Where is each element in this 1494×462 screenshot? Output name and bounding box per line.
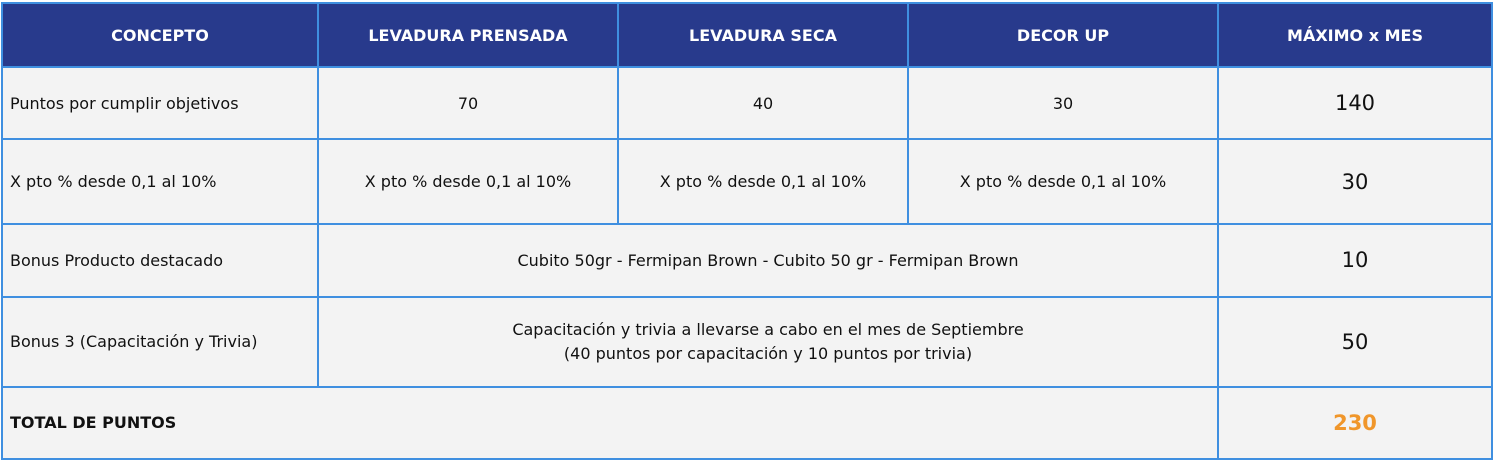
- cell-decor-up: 30: [908, 67, 1218, 139]
- row-bonus-3: [2, 297, 1492, 387]
- points-table: [1, 2, 1493, 460]
- cell-decor-up: X pto % desde 0,1 al 10%: [908, 139, 1218, 224]
- header-concepto: CONCEPTO: [2, 3, 318, 67]
- row-concept: Puntos por cumplir objetivos: [2, 67, 318, 139]
- cell-levadura-seca: X pto % desde 0,1 al 10%: [618, 139, 908, 224]
- cell-bonus-producto-detail: Cubito 50gr - Fermipan Brown - Cubito 50 gr - Fermipan Brown: [318, 224, 1218, 296]
- cell-maximo: 50: [1218, 297, 1492, 387]
- cell-levadura-prensada: X pto % desde 0,1 al 10%: [318, 139, 618, 224]
- header-levadura-seca: LEVADURA SECA: [618, 3, 908, 67]
- header-decor-up: DECOR UP: [908, 3, 1218, 67]
- row-concept: Bonus 3 (Capacitación y Trivia): [2, 297, 318, 387]
- cell-levadura-prensada: 70: [318, 67, 618, 139]
- row-total: [2, 387, 1492, 459]
- row-bonus-producto: [2, 224, 1492, 296]
- cell-bonus-3-detail: [318, 297, 1218, 387]
- cell-maximo: 10: [1218, 224, 1492, 296]
- row-porcentaje: [2, 139, 1492, 224]
- total-label: TOTAL DE PUNTOS: [2, 387, 1218, 459]
- header-levadura-prensada: LEVADURA PRENSADA: [318, 3, 618, 67]
- bonus-3-detail-line-2: (40 puntos por capacitación y 10 puntos por trivia): [563, 343, 973, 363]
- cell-levadura-seca: 40: [618, 67, 908, 139]
- row-objetivos: [2, 67, 1492, 139]
- row-concept: X pto % desde 0,1 al 10%: [2, 139, 318, 224]
- header-row: [2, 3, 1492, 67]
- row-concept: Bonus Producto destacado: [2, 224, 318, 296]
- bonus-3-detail-line-1: Capacitación y trivia a llevarse a cabo en el mes de Septiembre: [512, 319, 1024, 339]
- total-value: 230: [1218, 387, 1492, 459]
- cell-maximo: 140: [1218, 67, 1492, 139]
- header-maximo: MÁXIMO x MES: [1218, 3, 1492, 67]
- cell-maximo: 30: [1218, 139, 1492, 224]
